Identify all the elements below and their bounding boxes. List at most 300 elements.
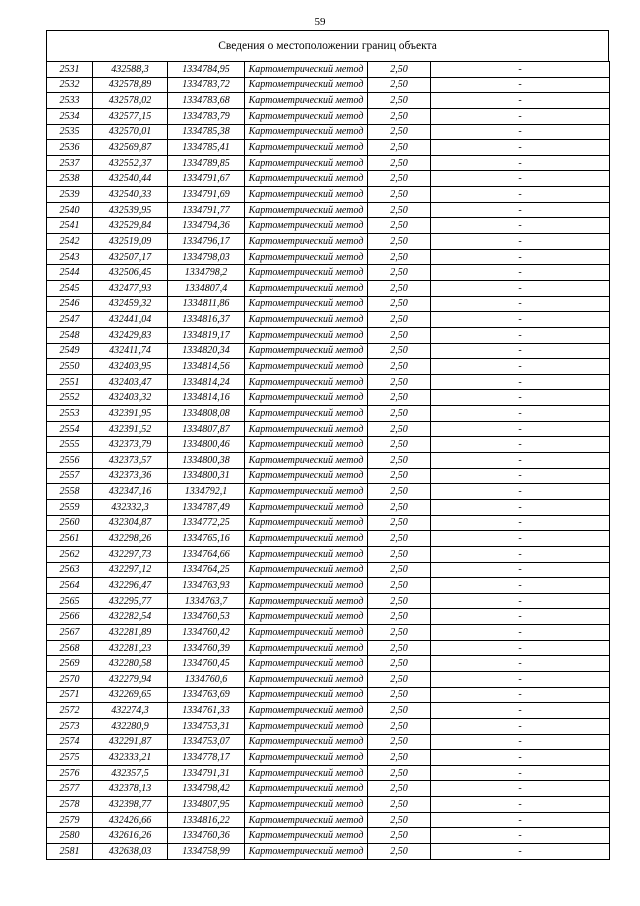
accuracy-cell: 2,50 xyxy=(368,374,431,390)
description-cell: - xyxy=(431,765,610,781)
method-cell: Картометрический метод xyxy=(245,531,368,547)
y-coordinate-cell: 1334760,39 xyxy=(168,640,245,656)
method-cell: Картометрический метод xyxy=(245,640,368,656)
y-coordinate-cell: 1334783,72 xyxy=(168,77,245,93)
method-cell: Картометрический метод xyxy=(245,781,368,797)
table-row xyxy=(47,280,610,296)
y-coordinate-cell: 1334820,34 xyxy=(168,343,245,359)
table-row xyxy=(47,828,610,844)
point-number-cell: 2535 xyxy=(47,124,93,140)
table-row xyxy=(47,812,610,828)
x-coordinate-cell: 432295,77 xyxy=(93,593,168,609)
accuracy-cell: 2,50 xyxy=(368,93,431,109)
table-row xyxy=(47,374,610,390)
method-cell: Картометрический метод xyxy=(245,797,368,813)
point-number-cell: 2579 xyxy=(47,812,93,828)
x-coordinate-cell: 432411,74 xyxy=(93,343,168,359)
point-number-cell: 2560 xyxy=(47,515,93,531)
point-number-cell: 2546 xyxy=(47,296,93,312)
y-coordinate-cell: 1334760,53 xyxy=(168,609,245,625)
point-number-cell: 2573 xyxy=(47,718,93,734)
x-coordinate-cell: 432588,3 xyxy=(93,62,168,78)
accuracy-cell: 2,50 xyxy=(368,546,431,562)
table-row xyxy=(47,155,610,171)
method-cell: Картометрический метод xyxy=(245,484,368,500)
table-row xyxy=(47,750,610,766)
method-cell: Картометрический метод xyxy=(245,296,368,312)
table-row xyxy=(47,249,610,265)
y-coordinate-cell: 1334808,08 xyxy=(168,406,245,422)
method-cell: Картометрический метод xyxy=(245,374,368,390)
table-row xyxy=(47,640,610,656)
table-row xyxy=(47,484,610,500)
accuracy-cell: 2,50 xyxy=(368,453,431,469)
method-cell: Картометрический метод xyxy=(245,108,368,124)
accuracy-cell: 2,50 xyxy=(368,609,431,625)
table-row xyxy=(47,531,610,547)
method-cell: Картометрический метод xyxy=(245,593,368,609)
accuracy-cell: 2,50 xyxy=(368,468,431,484)
point-number-cell: 2580 xyxy=(47,828,93,844)
table-row xyxy=(47,171,610,187)
table-row xyxy=(47,703,610,719)
method-cell: Картометрический метод xyxy=(245,218,368,234)
method-cell: Картометрический метод xyxy=(245,499,368,515)
description-cell: - xyxy=(431,437,610,453)
accuracy-cell: 2,50 xyxy=(368,234,431,250)
accuracy-cell: 2,50 xyxy=(368,593,431,609)
table-row xyxy=(47,406,610,422)
accuracy-cell: 2,50 xyxy=(368,280,431,296)
point-number-cell: 2562 xyxy=(47,546,93,562)
page-number: 59 xyxy=(314,16,326,28)
point-number-cell: 2565 xyxy=(47,593,93,609)
point-number-cell: 2539 xyxy=(47,187,93,203)
y-coordinate-cell: 1334791,31 xyxy=(168,765,245,781)
y-coordinate-cell: 1334807,95 xyxy=(168,797,245,813)
method-cell: Картометрический метод xyxy=(245,656,368,672)
point-number-cell: 2547 xyxy=(47,312,93,328)
y-coordinate-cell: 1334760,45 xyxy=(168,656,245,672)
x-coordinate-cell: 432638,03 xyxy=(93,844,168,860)
y-coordinate-cell: 1334765,16 xyxy=(168,531,245,547)
point-number-cell: 2555 xyxy=(47,437,93,453)
x-coordinate-cell: 432297,12 xyxy=(93,562,168,578)
point-number-cell: 2544 xyxy=(47,265,93,281)
table-row xyxy=(47,218,610,234)
table-row xyxy=(47,844,610,860)
method-cell: Картометрический метод xyxy=(245,234,368,250)
accuracy-cell: 2,50 xyxy=(368,421,431,437)
y-coordinate-cell: 1334807,87 xyxy=(168,421,245,437)
y-coordinate-cell: 1334819,17 xyxy=(168,327,245,343)
description-cell: - xyxy=(431,828,610,844)
table-row xyxy=(47,468,610,484)
description-cell: - xyxy=(431,390,610,406)
table-row xyxy=(47,797,610,813)
x-coordinate-cell: 432539,95 xyxy=(93,202,168,218)
point-number-cell: 2570 xyxy=(47,671,93,687)
description-cell: - xyxy=(431,359,610,375)
point-number-cell: 2536 xyxy=(47,140,93,156)
point-number-cell: 2566 xyxy=(47,609,93,625)
x-coordinate-cell: 432391,95 xyxy=(93,406,168,422)
x-coordinate-cell: 432280,9 xyxy=(93,718,168,734)
description-cell: - xyxy=(431,140,610,156)
accuracy-cell: 2,50 xyxy=(368,687,431,703)
table-row xyxy=(47,202,610,218)
accuracy-cell: 2,50 xyxy=(368,312,431,328)
description-cell: - xyxy=(431,750,610,766)
x-coordinate-cell: 432347,16 xyxy=(93,484,168,500)
method-cell: Картометрический метод xyxy=(245,280,368,296)
accuracy-cell: 2,50 xyxy=(368,531,431,547)
accuracy-cell: 2,50 xyxy=(368,140,431,156)
method-cell: Картометрический метод xyxy=(245,625,368,641)
x-coordinate-cell: 432577,15 xyxy=(93,108,168,124)
table-row xyxy=(47,687,610,703)
x-coordinate-cell: 432304,87 xyxy=(93,515,168,531)
x-coordinate-cell: 432291,87 xyxy=(93,734,168,750)
accuracy-cell: 2,50 xyxy=(368,187,431,203)
point-number-cell: 2531 xyxy=(47,62,93,78)
description-cell: - xyxy=(431,124,610,140)
y-coordinate-cell: 1334791,67 xyxy=(168,171,245,187)
point-number-cell: 2545 xyxy=(47,280,93,296)
x-coordinate-cell: 432274,3 xyxy=(93,703,168,719)
description-cell: - xyxy=(431,218,610,234)
y-coordinate-cell: 1334761,33 xyxy=(168,703,245,719)
accuracy-cell: 2,50 xyxy=(368,437,431,453)
table-row xyxy=(47,93,610,109)
y-coordinate-cell: 1334785,38 xyxy=(168,124,245,140)
description-cell: - xyxy=(431,468,610,484)
method-cell: Картометрический метод xyxy=(245,750,368,766)
method-cell: Картометрический метод xyxy=(245,609,368,625)
x-coordinate-cell: 432280,58 xyxy=(93,656,168,672)
x-coordinate-cell: 432552,37 xyxy=(93,155,168,171)
y-coordinate-cell: 1334763,93 xyxy=(168,578,245,594)
y-coordinate-cell: 1334760,42 xyxy=(168,625,245,641)
y-coordinate-cell: 1334753,07 xyxy=(168,734,245,750)
point-number-cell: 2564 xyxy=(47,578,93,594)
point-number-cell: 2548 xyxy=(47,327,93,343)
table-row xyxy=(47,609,610,625)
method-cell: Картометрический метод xyxy=(245,562,368,578)
description-cell: - xyxy=(431,562,610,578)
description-cell: - xyxy=(431,77,610,93)
table-row xyxy=(47,327,610,343)
point-number-cell: 2557 xyxy=(47,468,93,484)
y-coordinate-cell: 1334763,7 xyxy=(168,593,245,609)
table-row xyxy=(47,77,610,93)
boundary-table-frame xyxy=(46,30,609,872)
y-coordinate-cell: 1334814,56 xyxy=(168,359,245,375)
table-row xyxy=(47,390,610,406)
table-row xyxy=(47,108,610,124)
accuracy-cell: 2,50 xyxy=(368,406,431,422)
y-coordinate-cell: 1334763,69 xyxy=(168,687,245,703)
x-coordinate-cell: 432429,83 xyxy=(93,327,168,343)
accuracy-cell: 2,50 xyxy=(368,359,431,375)
x-coordinate-cell: 432279,94 xyxy=(93,671,168,687)
description-cell: - xyxy=(431,343,610,359)
point-number-cell: 2552 xyxy=(47,390,93,406)
point-number-cell: 2563 xyxy=(47,562,93,578)
y-coordinate-cell: 1334783,79 xyxy=(168,108,245,124)
y-coordinate-cell: 1334794,36 xyxy=(168,218,245,234)
x-coordinate-cell: 432281,89 xyxy=(93,625,168,641)
accuracy-cell: 2,50 xyxy=(368,734,431,750)
method-cell: Картометрический метод xyxy=(245,734,368,750)
method-cell: Картометрический метод xyxy=(245,406,368,422)
x-coordinate-cell: 432540,33 xyxy=(93,187,168,203)
y-coordinate-cell: 1334816,22 xyxy=(168,812,245,828)
accuracy-cell: 2,50 xyxy=(368,171,431,187)
accuracy-cell: 2,50 xyxy=(368,797,431,813)
method-cell: Картометрический метод xyxy=(245,62,368,78)
y-coordinate-cell: 1334792,1 xyxy=(168,484,245,500)
method-cell: Картометрический метод xyxy=(245,155,368,171)
y-coordinate-cell: 1334800,38 xyxy=(168,453,245,469)
point-number-cell: 2568 xyxy=(47,640,93,656)
table-row xyxy=(47,140,610,156)
method-cell: Картометрический метод xyxy=(245,77,368,93)
x-coordinate-cell: 432391,52 xyxy=(93,421,168,437)
x-coordinate-cell: 432269,65 xyxy=(93,687,168,703)
x-coordinate-cell: 432398,77 xyxy=(93,797,168,813)
accuracy-cell: 2,50 xyxy=(368,62,431,78)
accuracy-cell: 2,50 xyxy=(368,703,431,719)
y-coordinate-cell: 1334816,37 xyxy=(168,312,245,328)
description-cell: - xyxy=(431,234,610,250)
method-cell: Картометрический метод xyxy=(245,187,368,203)
point-number-cell: 2581 xyxy=(47,844,93,860)
accuracy-cell: 2,50 xyxy=(368,562,431,578)
point-number-cell: 2575 xyxy=(47,750,93,766)
table-row xyxy=(47,296,610,312)
accuracy-cell: 2,50 xyxy=(368,640,431,656)
y-coordinate-cell: 1334798,2 xyxy=(168,265,245,281)
description-cell: - xyxy=(431,656,610,672)
method-cell: Картометрический метод xyxy=(245,703,368,719)
accuracy-cell: 2,50 xyxy=(368,343,431,359)
boundary-points-table xyxy=(46,61,610,860)
x-coordinate-cell: 432441,04 xyxy=(93,312,168,328)
description-cell: - xyxy=(431,187,610,203)
description-cell: - xyxy=(431,155,610,171)
description-cell: - xyxy=(431,609,610,625)
point-number-cell: 2538 xyxy=(47,171,93,187)
x-coordinate-cell: 432332,3 xyxy=(93,499,168,515)
method-cell: Картометрический метод xyxy=(245,844,368,860)
description-cell: - xyxy=(431,421,610,437)
accuracy-cell: 2,50 xyxy=(368,844,431,860)
x-coordinate-cell: 432459,32 xyxy=(93,296,168,312)
description-cell: - xyxy=(431,265,610,281)
accuracy-cell: 2,50 xyxy=(368,202,431,218)
y-coordinate-cell: 1334760,6 xyxy=(168,671,245,687)
accuracy-cell: 2,50 xyxy=(368,155,431,171)
description-cell: - xyxy=(431,703,610,719)
description-cell: - xyxy=(431,781,610,797)
method-cell: Картометрический метод xyxy=(245,687,368,703)
table-row xyxy=(47,499,610,515)
table-row xyxy=(47,124,610,140)
y-coordinate-cell: 1334785,41 xyxy=(168,140,245,156)
description-cell: - xyxy=(431,296,610,312)
table-row xyxy=(47,265,610,281)
description-cell: - xyxy=(431,108,610,124)
point-number-cell: 2572 xyxy=(47,703,93,719)
table-row xyxy=(47,234,610,250)
x-coordinate-cell: 432403,32 xyxy=(93,390,168,406)
y-coordinate-cell: 1334814,24 xyxy=(168,374,245,390)
description-cell: - xyxy=(431,812,610,828)
point-number-cell: 2541 xyxy=(47,218,93,234)
method-cell: Картометрический метод xyxy=(245,171,368,187)
description-cell: - xyxy=(431,718,610,734)
point-number-cell: 2553 xyxy=(47,406,93,422)
description-cell: - xyxy=(431,671,610,687)
x-coordinate-cell: 432378,13 xyxy=(93,781,168,797)
y-coordinate-cell: 1334796,17 xyxy=(168,234,245,250)
description-cell: - xyxy=(431,687,610,703)
point-number-cell: 2549 xyxy=(47,343,93,359)
point-number-cell: 2556 xyxy=(47,453,93,469)
y-coordinate-cell: 1334787,49 xyxy=(168,499,245,515)
point-number-cell: 2558 xyxy=(47,484,93,500)
method-cell: Картометрический метод xyxy=(245,124,368,140)
description-cell: - xyxy=(431,249,610,265)
point-number-cell: 2551 xyxy=(47,374,93,390)
accuracy-cell: 2,50 xyxy=(368,656,431,672)
description-cell: - xyxy=(431,499,610,515)
description-cell: - xyxy=(431,453,610,469)
x-coordinate-cell: 432403,47 xyxy=(93,374,168,390)
x-coordinate-cell: 432616,26 xyxy=(93,828,168,844)
y-coordinate-cell: 1334811,86 xyxy=(168,296,245,312)
method-cell: Картометрический метод xyxy=(245,359,368,375)
point-number-cell: 2554 xyxy=(47,421,93,437)
table-row xyxy=(47,515,610,531)
point-number-cell: 2569 xyxy=(47,656,93,672)
table-row xyxy=(47,421,610,437)
description-cell: - xyxy=(431,171,610,187)
y-coordinate-cell: 1334791,69 xyxy=(168,187,245,203)
y-coordinate-cell: 1334791,77 xyxy=(168,202,245,218)
method-cell: Картометрический метод xyxy=(245,202,368,218)
point-number-cell: 2542 xyxy=(47,234,93,250)
accuracy-cell: 2,50 xyxy=(368,77,431,93)
method-cell: Картометрический метод xyxy=(245,546,368,562)
accuracy-cell: 2,50 xyxy=(368,249,431,265)
x-coordinate-cell: 432373,36 xyxy=(93,468,168,484)
accuracy-cell: 2,50 xyxy=(368,781,431,797)
method-cell: Картометрический метод xyxy=(245,578,368,594)
point-number-cell: 2571 xyxy=(47,687,93,703)
accuracy-cell: 2,50 xyxy=(368,828,431,844)
point-number-cell: 2534 xyxy=(47,108,93,124)
description-cell: - xyxy=(431,280,610,296)
accuracy-cell: 2,50 xyxy=(368,718,431,734)
description-cell: - xyxy=(431,515,610,531)
table-row xyxy=(47,62,610,78)
x-coordinate-cell: 432578,89 xyxy=(93,77,168,93)
point-number-cell: 2543 xyxy=(47,249,93,265)
x-coordinate-cell: 432569,87 xyxy=(93,140,168,156)
description-cell: - xyxy=(431,844,610,860)
method-cell: Картометрический метод xyxy=(245,828,368,844)
y-coordinate-cell: 1334789,85 xyxy=(168,155,245,171)
table-row xyxy=(47,671,610,687)
point-number-cell: 2576 xyxy=(47,765,93,781)
point-number-cell: 2578 xyxy=(47,797,93,813)
y-coordinate-cell: 1334800,31 xyxy=(168,468,245,484)
accuracy-cell: 2,50 xyxy=(368,265,431,281)
description-cell: - xyxy=(431,531,610,547)
y-coordinate-cell: 1334784,95 xyxy=(168,62,245,78)
method-cell: Картометрический метод xyxy=(245,671,368,687)
accuracy-cell: 2,50 xyxy=(368,390,431,406)
x-coordinate-cell: 432519,09 xyxy=(93,234,168,250)
point-number-cell: 2532 xyxy=(47,77,93,93)
table-row xyxy=(47,453,610,469)
accuracy-cell: 2,50 xyxy=(368,108,431,124)
accuracy-cell: 2,50 xyxy=(368,812,431,828)
method-cell: Картометрический метод xyxy=(245,421,368,437)
method-cell: Картометрический метод xyxy=(245,468,368,484)
table-title: Сведения о местоположении границ объекта xyxy=(46,30,609,62)
accuracy-cell: 2,50 xyxy=(368,671,431,687)
method-cell: Картометрический метод xyxy=(245,327,368,343)
method-cell: Картометрический метод xyxy=(245,265,368,281)
description-cell: - xyxy=(431,374,610,390)
point-number-cell: 2550 xyxy=(47,359,93,375)
y-coordinate-cell: 1334798,42 xyxy=(168,781,245,797)
x-coordinate-cell: 432296,47 xyxy=(93,578,168,594)
x-coordinate-cell: 432540,44 xyxy=(93,171,168,187)
description-cell: - xyxy=(431,93,610,109)
description-cell: - xyxy=(431,625,610,641)
x-coordinate-cell: 432298,26 xyxy=(93,531,168,547)
description-cell: - xyxy=(431,546,610,562)
table-row xyxy=(47,625,610,641)
method-cell: Картометрический метод xyxy=(245,453,368,469)
y-coordinate-cell: 1334798,03 xyxy=(168,249,245,265)
x-coordinate-cell: 432373,57 xyxy=(93,453,168,469)
point-number-cell: 2574 xyxy=(47,734,93,750)
y-coordinate-cell: 1334758,99 xyxy=(168,844,245,860)
description-cell: - xyxy=(431,406,610,422)
method-cell: Картометрический метод xyxy=(245,437,368,453)
method-cell: Картометрический метод xyxy=(245,343,368,359)
table-row xyxy=(47,312,610,328)
description-cell: - xyxy=(431,62,610,78)
method-cell: Картометрический метод xyxy=(245,93,368,109)
table-row xyxy=(47,187,610,203)
y-coordinate-cell: 1334807,4 xyxy=(168,280,245,296)
x-coordinate-cell: 432529,84 xyxy=(93,218,168,234)
point-number-cell: 2533 xyxy=(47,93,93,109)
accuracy-cell: 2,50 xyxy=(368,750,431,766)
method-cell: Картометрический метод xyxy=(245,718,368,734)
y-coordinate-cell: 1334760,36 xyxy=(168,828,245,844)
description-cell: - xyxy=(431,734,610,750)
x-coordinate-cell: 432373,79 xyxy=(93,437,168,453)
method-cell: Картометрический метод xyxy=(245,249,368,265)
description-cell: - xyxy=(431,578,610,594)
